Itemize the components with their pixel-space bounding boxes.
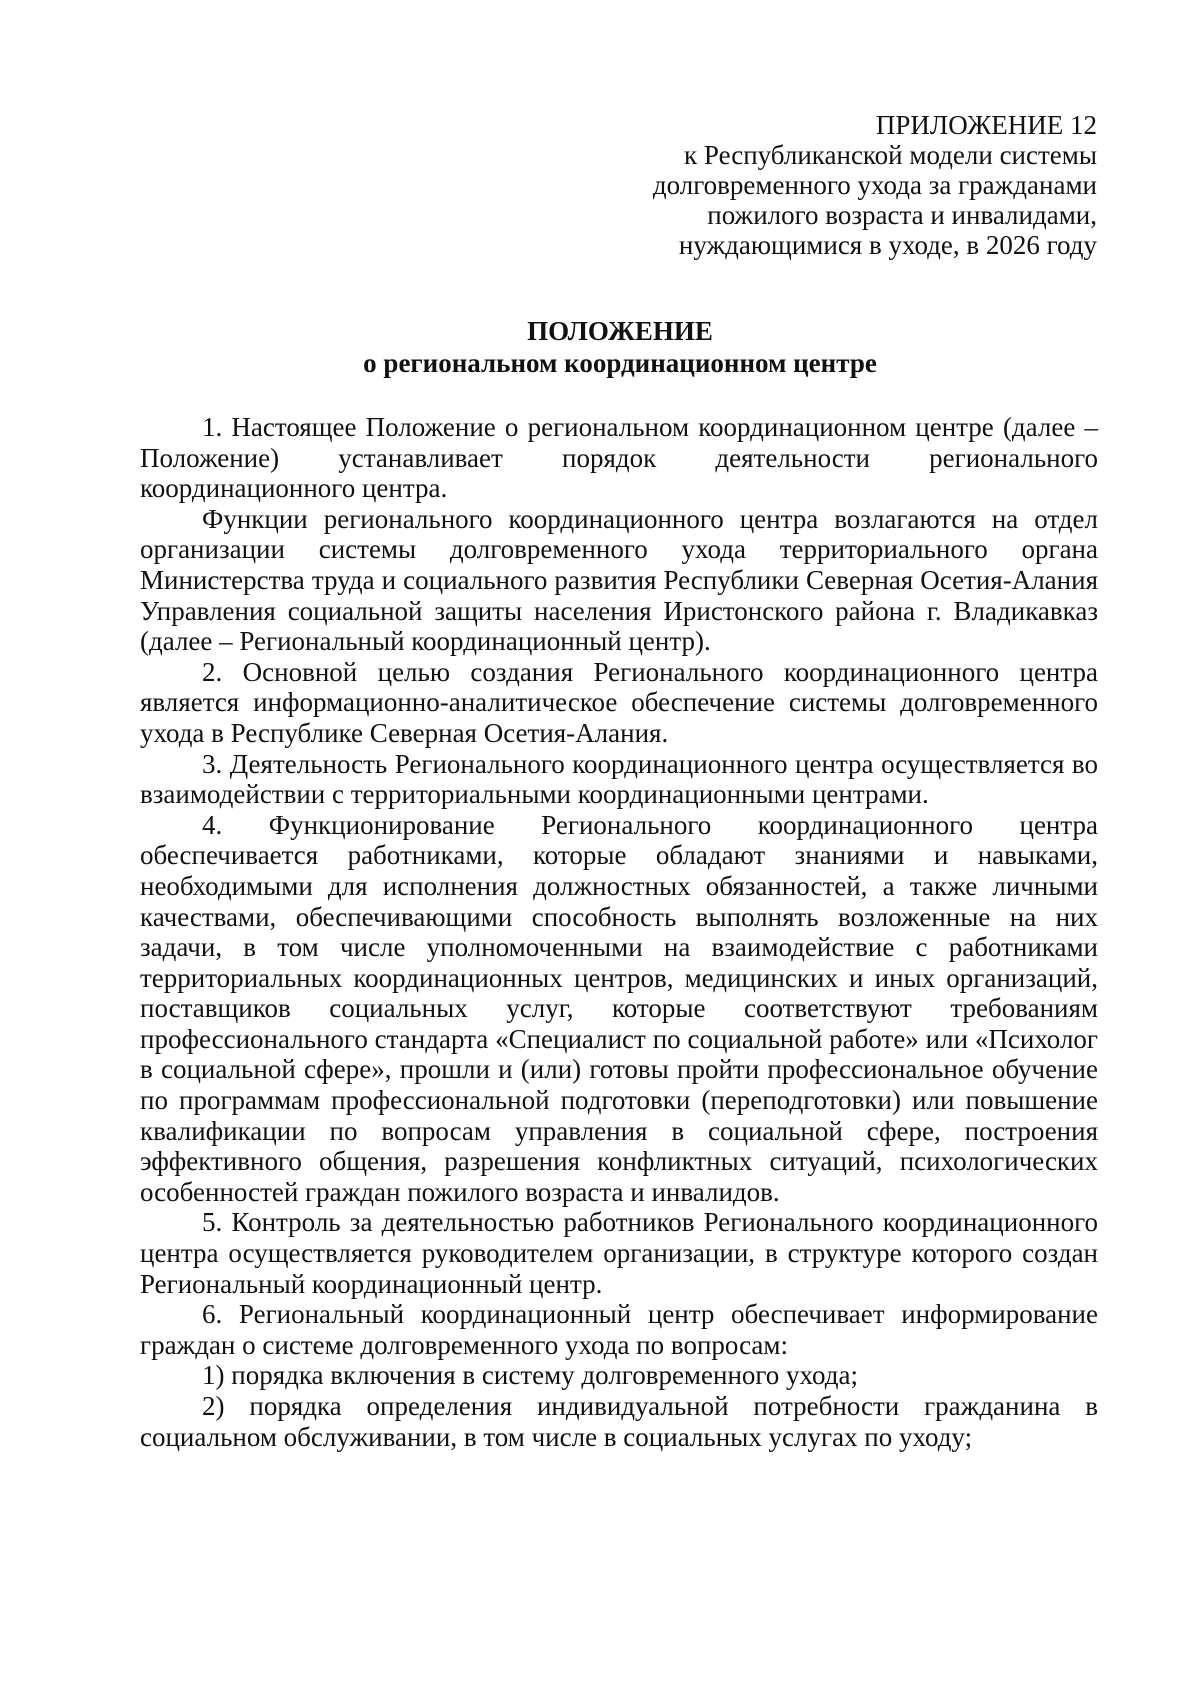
paragraph-1: 1. Настоящее Положение о региональном координационном центре (далее – Положение) устанавливает порядок деятельности регионального координационного центра. [140, 412, 1098, 504]
paragraph-6: 6. Региональный координационный центр обеспечивает информирование граждан о системе долговременного ухода по вопросам: [140, 1299, 1098, 1360]
appendix-number: ПРИЛОЖЕНИЕ 12 [875, 110, 1097, 140]
appendix-line: пожилого возраста и инвалидами, [707, 200, 1097, 230]
paragraph-2: 2. Основной целью создания Регионального координационного центра является информационно-аналитическое обеспечение системы долговременного ухода в Республике Северная Осетия-Алания. [140, 656, 1098, 748]
appendix-line: долговременного ухода за гражданами [652, 170, 1097, 200]
appendix-line: нуждающимися в уходе, в 2026 году [678, 230, 1097, 260]
list-item-1: 1) порядка включения в систему долговременного ухода; [202, 1360, 858, 1391]
appendix-header [457, 110, 1097, 260]
paragraph-functions: Функции регионального координационного центра возлагаются на отдел организации системы долговременного ухода территориального органа Министерства труда и социального развития Республики Северная Осетия-Алания Управления социальной защиты населения Иристонского района г. Владикавказ (далее – Региональный координационный центр). [140, 503, 1098, 657]
document-title [140, 315, 1100, 379]
paragraph-3: 3. Деятельность Регионального координационного центра осуществляется во взаимодействии с территориальными координационными центрами. [140, 748, 1098, 810]
title-subheading: о региональном координационном центре [363, 348, 877, 378]
title-heading: ПОЛОЖЕНИЕ [527, 316, 713, 346]
appendix-line: к Республиканской модели системы [684, 140, 1097, 170]
paragraph-4: 4. Функционирование Регионального координационного центра обеспечивается работниками, которые обладают знаниями и навыками, необходимыми для исполнения должностных обязанностей, а также личными качествами, обеспечивающими способность выполнять возложенные на них задачи, в том числе уполномоченными на взаимодействие с работниками территориальных координационных центров, медицинских и иных организаций, поставщиков социальных услуг, которые соответствуют требованиям профессионального стандарта «Специалист по социальной работе» или «Психолог в социальной сфере», прошли и (или) готовы пройти профессиональное обучение по программам профессиональной подготовки (переподготовки) или повышение квалификации по вопросам управления в социальной сфере, построения эффективного общения, разрешения конфликтных ситуаций, психологических особенностей граждан пожилого возраста и инвалидов. [140, 809, 1098, 1207]
document-body [140, 412, 1098, 1452]
paragraph-5: 5. Контроль за деятельностью работников Регионального координационного центра осуществляется руководителем организации, в структуре которого создан Региональный координационный центр. [140, 1207, 1098, 1299]
list-item-2: 2) порядка определения индивидуальной потребности гражданина в социальном обслуживании, в том числе в социальных услугах по уходу; [140, 1391, 1098, 1452]
